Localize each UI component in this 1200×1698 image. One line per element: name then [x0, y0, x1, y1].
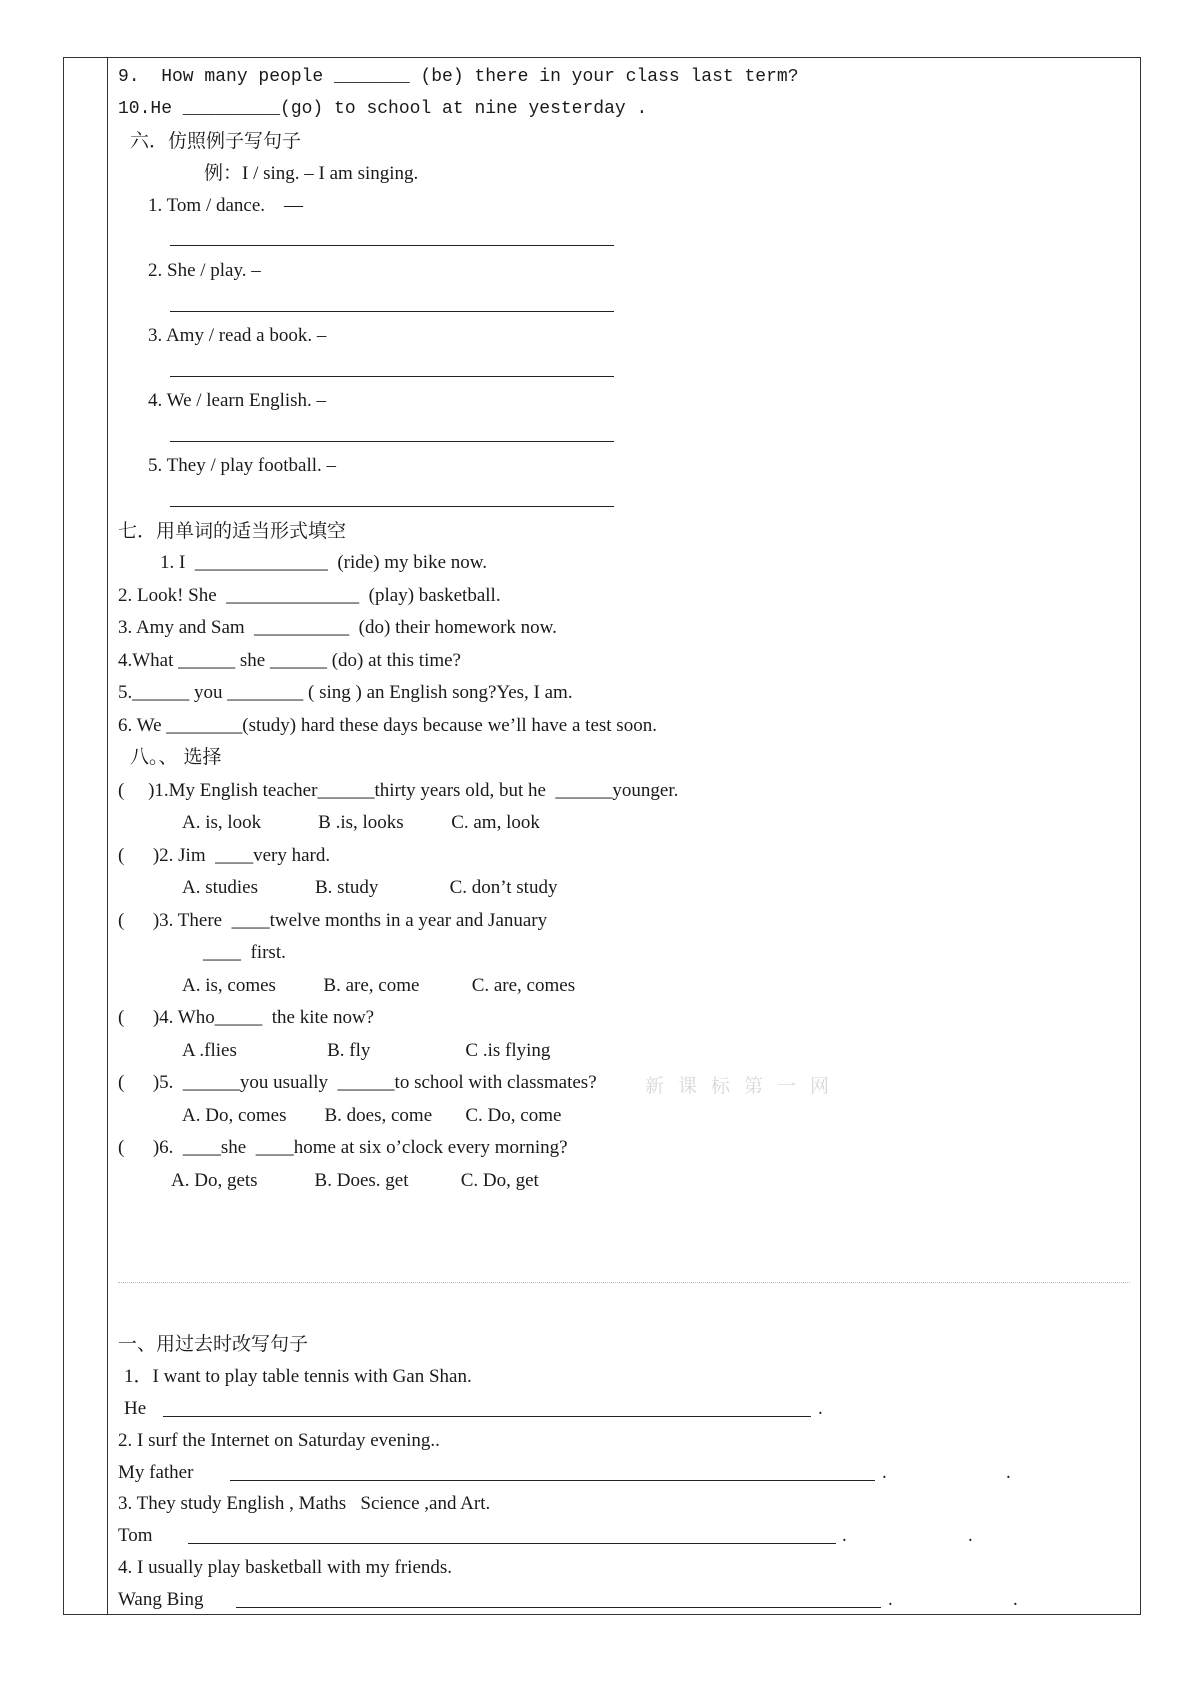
section-6-item-4: 4. We / learn English. –: [148, 390, 327, 411]
answer-line: [230, 1480, 875, 1481]
section-6-item-2: 2. She / play. –: [148, 260, 261, 281]
mc-options-5: A. Do, comes B. does, come C. Do, come: [182, 1105, 562, 1126]
mc-options-4: A .flies B. fly C .is flying: [182, 1040, 551, 1061]
section-7-item-3: 3. Amy and Sam __________ (do) their homework now.: [118, 617, 557, 638]
rewrite-subject-2: My father: [118, 1462, 194, 1483]
page-separator: [118, 1282, 1130, 1283]
section-8-heading: 八。、 选择: [130, 746, 222, 768]
period: .: [842, 1525, 847, 1546]
period: .: [888, 1589, 893, 1610]
section-1-heading: 一、用过去时改写句子: [118, 1333, 309, 1355]
section-7-item-5: 5.______ you ________ ( sing ) an English song?Yes, I am.: [118, 682, 573, 703]
section-6-heading: 六．仿照例子写句子: [130, 130, 302, 152]
rewrite-sentence-4: 4. I usually play basketball with my friends.: [118, 1557, 453, 1578]
answer-line: [170, 376, 614, 377]
question-9: 9. How many people _______ (be) there in your class last term?: [118, 67, 799, 87]
period: .: [1013, 1589, 1018, 1610]
answer-line: [188, 1543, 836, 1544]
rewrite-sentence-2: 2. I surf the Internet on Saturday evening..: [118, 1430, 440, 1451]
period: .: [968, 1525, 973, 1546]
watermark: 新课标第一网: [645, 1075, 844, 1097]
mc-question-5: ( )5. ______you usually ______to school with classmates?: [118, 1072, 597, 1093]
rewrite-sentence-3: 3. They study English , Maths Science ,and Art.: [118, 1493, 491, 1514]
answer-line: [170, 311, 614, 312]
answer-line: [170, 506, 614, 507]
section-7-item-4: 4.What ______ she ______ (do) at this time?: [118, 650, 461, 671]
mc-question-3: ( )3. There ____twelve months in a year and January: [118, 910, 548, 931]
mc-question-4: ( )4. Who_____ the kite now?: [118, 1007, 375, 1028]
period: .: [818, 1398, 823, 1419]
mc-options-2: A. studies B. study C. don’t study: [182, 877, 558, 898]
rewrite-subject-3: Tom: [118, 1525, 153, 1546]
period: .: [1006, 1462, 1011, 1483]
question-10: 10.He _________(go) to school at nine yesterday .: [118, 99, 648, 119]
section-7-heading: 七．用单词的适当形式填空: [118, 520, 347, 542]
mc-question-6: ( )6. ____she ____home at six o’clock every morning?: [118, 1137, 568, 1158]
margin-divider: [107, 57, 108, 1615]
answer-line: [170, 441, 614, 442]
rewrite-subject-4: Wang Bing: [118, 1589, 204, 1610]
answer-line: [163, 1416, 811, 1417]
section-7-item-2: 2. Look! She ______________ (play) basketball.: [118, 585, 501, 606]
mc-question-2: ( )2. Jim ____very hard.: [118, 845, 331, 866]
section-7-item-6: 6. We ________(study) hard these days because we’ll have a test soon.: [118, 715, 657, 736]
mc-options-6: A. Do, gets B. Does. get C. Do, get: [171, 1170, 539, 1191]
section-6-example: 例：I / sing. – I am singing.: [204, 163, 419, 184]
section-7-item-1: 1. I ______________ (ride) my bike now.: [160, 552, 487, 573]
mc-options-1: A. is, look B .is, looks C. am, look: [182, 812, 540, 833]
mc-options-3: A. is, comes B. are, come C. are, comes: [182, 975, 576, 996]
section-6-item-5: 5. They / play football. –: [148, 455, 337, 476]
mc-question-1: ( )1.My English teacher______thirty years old, but he ______younger.: [118, 780, 679, 801]
answer-line: [236, 1607, 881, 1608]
period: .: [882, 1462, 887, 1483]
rewrite-subject-1: He: [124, 1398, 147, 1419]
section-6-item-1: 1. Tom / dance. —: [148, 195, 304, 216]
section-6-item-3: 3. Amy / read a book. –: [148, 325, 327, 346]
mc-question-3-continued: ____ first.: [203, 942, 286, 963]
rewrite-sentence-1: 1．I want to play table tennis with Gan Shan.: [124, 1366, 472, 1387]
answer-line: [170, 245, 614, 246]
